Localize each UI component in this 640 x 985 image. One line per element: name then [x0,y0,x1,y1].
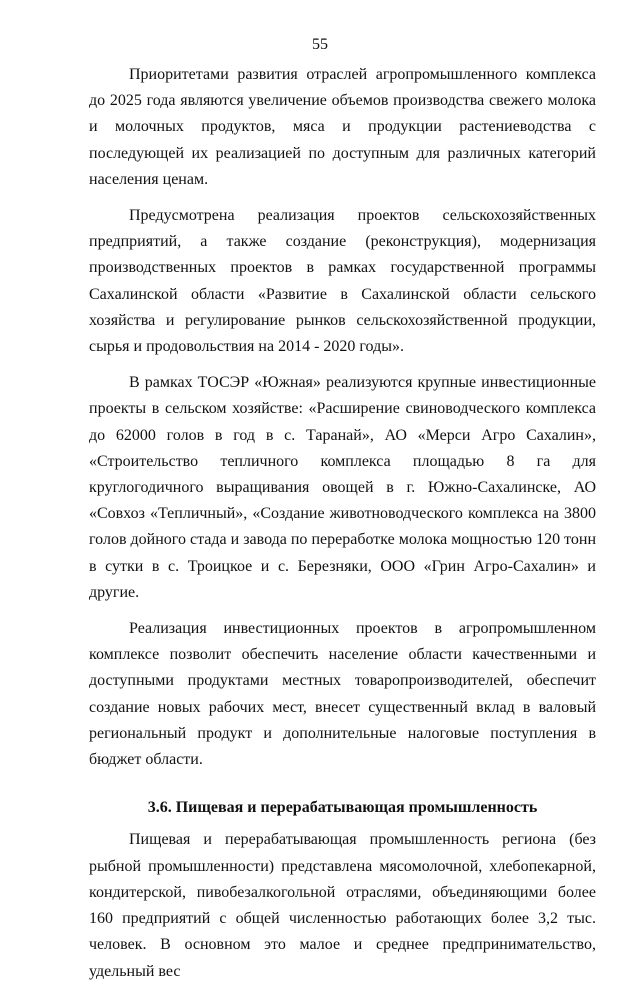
paragraph-food-industry: Пищевая и перерабатывающая промышленность региона (без рыбной промышленности) представлена мясомолочной, хлебопекарной, кондитерской, пивобезалкогольной отраслями, объединяющими более 160 предприятий с общей численностью работающих более 3,2 тыс. человек. В основном это малое и среднее предпринимательство, удельный вес [89,831,596,980]
document-body [89,62,596,985]
page-number: 55 [312,36,328,53]
paragraph-priorities: Приоритетами развития отраслей агропромышленного комплекса до 2025 года являются увеличение объемов производства свежего молока и молочных продуктов, мяса и продукции растениеводства с последующей их реализацией по доступным для различных категорий населения ценам. [89,66,596,188]
paragraph-projects: Предусмотрена реализация проектов сельскохозяйственных предприятий, а также создание (реконструкция), модернизация производственных проектов в рамках государственной программы Сахалинской области «Развитие в Сахалинской области сельского хозяйства и регулирование рынков сельскохозяйственной продукции, сырья и продовольствия на 2014 - 2020 годы». [89,207,596,356]
paragraph-toser: В рамках ТОСЭР «Южная» реализуются крупные инвестиционные проекты в сельском хозяйстве: «Расширение свиноводческого комплекса до 62000 голов в год в с. Таранай», АО «Мерси Агро Сахалин», «Строительство тепличного комплекса площадью 8 га для круглогодичного выращивания овощей в г. Южно-Сахалинске, АО «Совхоз «Тепличный», «Создание животноводческого комплекса на 3800 голов дойного стада и завода по переработке молока мощностью 120 тонн в сутки в с. Троицкое и с. Березняки, ООО «Грин Агро-Сахалин» и другие. [89,374,596,601]
paragraph-investment: Реализация инвестиционных проектов в агропромышленном комплексе позволит обеспечить население области качественными и доступными продуктами местных товаропроизводителей, обеспечит создание новых рабочих мест, внесет существенный вклад в валовый региональный продукт и дополнительные налоговые поступления в бюджет области. [89,620,596,769]
section-heading: 3.6. Пищевая и перерабатывающая промышленность [147,799,538,817]
